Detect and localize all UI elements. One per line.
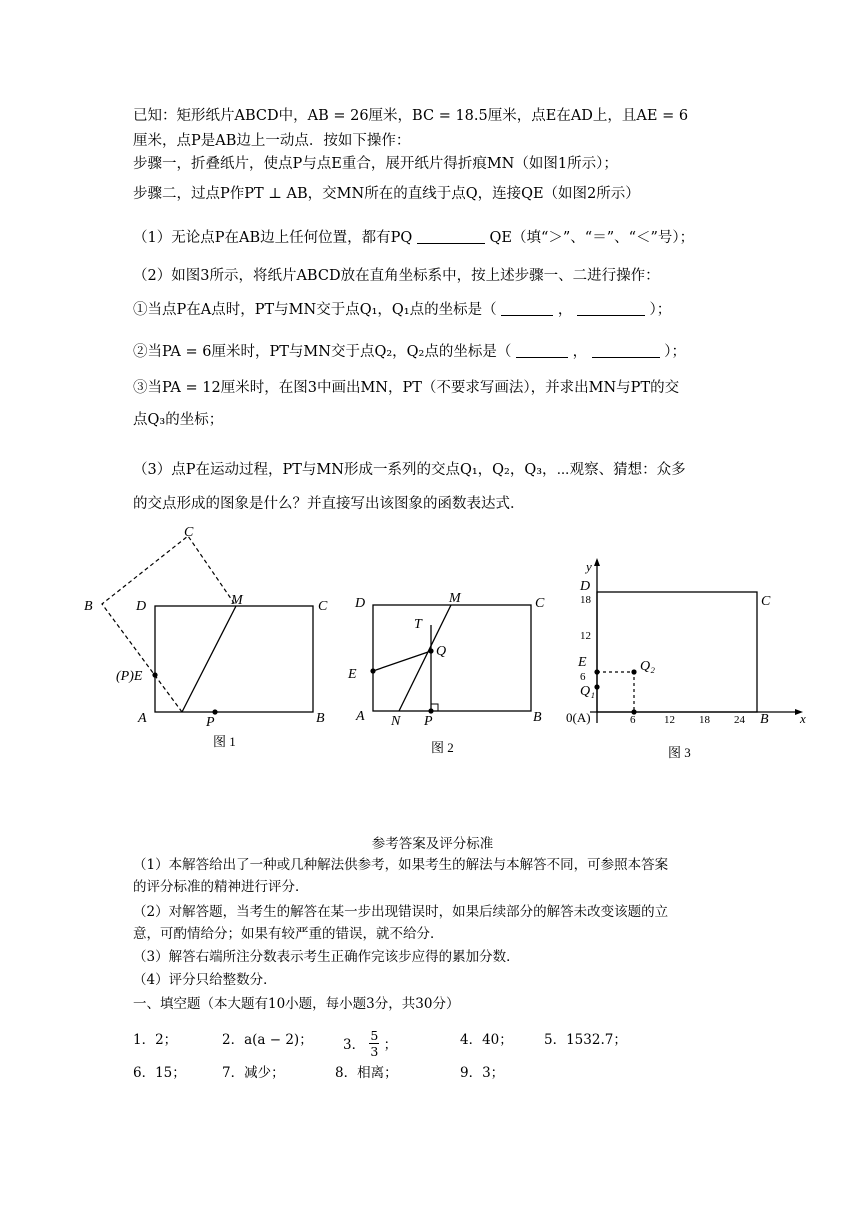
question-3-line-2: 的交点形成的图象是什么？并直接写出该图象的函数表达式． (133, 496, 525, 512)
answer-7: 7．减少； (222, 1065, 285, 1081)
q2-2-blank-x[interactable] (516, 343, 568, 358)
note-1-line-2: 的评分标准的精神进行评分． (133, 879, 309, 895)
fig2-label-d: D (355, 596, 366, 611)
fig3-y-arrow (594, 558, 600, 566)
answer-3-denominator: 3 (370, 1044, 379, 1059)
q1-text-b: QE（填“＞”、“＝”、“＜”号）； (489, 230, 695, 246)
q2-2-text: ②当PA = 6厘米时，PT与MN交于点Q₂，Q₂点的坐标是（ (133, 344, 512, 360)
answer-title: 参考答案及评分标准 (371, 836, 494, 852)
fig3-point-q2 (631, 669, 636, 674)
note-1-line-1: （1）本解答给出了一种或几种解法供参考，如果考生的解法与本解答不同，可参照本答案 (133, 857, 669, 873)
question-2-3-line-2: 点Q₃的坐标； (133, 412, 224, 428)
fig3-xtick-24: 24 (734, 714, 745, 726)
answer-3-number: 3． (343, 1037, 366, 1053)
q2-2-end: ）； (664, 344, 687, 360)
fig1-folded-outline (102, 536, 236, 712)
section-1-heading: 一、填空题（本大题有10小题，每小题3分，共30分） (133, 996, 460, 1012)
q2-1-comma: ， (557, 302, 573, 318)
question-2-2 (133, 342, 686, 362)
given-line-2: 厘米，点P是AB边上一动点．按如下操作： (133, 133, 411, 149)
fig3-label-q2: Q₂ (640, 659, 655, 674)
fig1-label-p: P (206, 715, 215, 730)
fig3-ytick-6: 6 (580, 671, 586, 683)
fig3-xtick-6: 6 (630, 714, 636, 726)
fig3-ytick-12: 12 (580, 630, 591, 642)
fig2-point-e (370, 668, 375, 673)
fig3-label-origin: 0(A) (566, 710, 591, 725)
fig1-label-c: C (318, 599, 328, 614)
answer-5: 5．1532.7； (544, 1032, 627, 1048)
figure-1 (78, 522, 348, 752)
fig3-point-e (594, 669, 599, 674)
question-2-3-line-1: ③当PA = 12厘米时，在图3中画出MN，PT（不要求写画法），并求出MN与PT的交 (133, 380, 680, 396)
fig2-label-p: P (424, 714, 433, 729)
fig2-segment-qe (373, 651, 431, 671)
fig1-label-d: D (136, 599, 147, 614)
fig3-xtick-12: 12 (664, 714, 675, 726)
fig1-rectangle (155, 606, 313, 712)
fig3-caption: 图 3 (668, 745, 691, 760)
fig2-label-t: T (414, 617, 422, 632)
fig2-label-e: E (348, 667, 357, 682)
fig3-q2-guides (597, 672, 634, 712)
note-4: （4）评分只给整数分． (133, 972, 277, 988)
fig2-point-p (428, 708, 433, 713)
fig3-label-e: E (578, 655, 587, 670)
q2-1-blank-x[interactable] (501, 301, 553, 316)
figure-2 (345, 585, 560, 760)
given-line-1: 已知：矩形纸片ABCD中，AB = 26厘米，BC = 18.5厘米，点E在AD上，且AE = 6 (133, 108, 689, 124)
question-2-1 (133, 300, 671, 320)
fig3-xtick-18: 18 (699, 714, 710, 726)
answer-4: 4．40； (460, 1032, 513, 1048)
fig3-label-y: y (586, 559, 592, 574)
fig2-label-a: A (356, 709, 365, 724)
fig1-label-a: A (138, 711, 147, 726)
q1-text-a: （1）无论点P在AB边上任何位置，都有PQ (133, 230, 413, 246)
question-1 (133, 228, 694, 248)
fig3-label-d: D (580, 579, 591, 594)
fig3-label-b: B (760, 712, 769, 727)
fig1-crease-mn (182, 606, 236, 712)
answer-6: 6．15； (133, 1065, 186, 1081)
fig2-label-n: N (391, 714, 401, 729)
fig3-label-c: C (761, 594, 771, 609)
fig1-label-c-folded: C (184, 525, 194, 540)
q2-1-blank-y[interactable] (577, 301, 645, 316)
answer-3-end: ； (383, 1037, 398, 1053)
note-2-line-1: （2）对解答题，当考生的解答在某一步出现错误时，如果后续部分的解答未改变该题的立 (133, 904, 669, 920)
q1-answer-blank[interactable] (417, 229, 485, 244)
fig1-label-m: M (231, 593, 243, 608)
q2-1-end: ）； (649, 302, 672, 318)
q2-2-blank-y[interactable] (592, 343, 660, 358)
answer-3 (343, 1030, 397, 1061)
answer-9: 9．3； (460, 1065, 505, 1081)
step-two: 步骤二，过点P作PT ⊥ AB，交MN所在的直线于点Q，连接QE（如图2所示） (133, 186, 640, 202)
step-one: 步骤一，折叠纸片，使点P与点E重合，展开纸片得折痕MN（如图1所示）； (133, 156, 618, 172)
fig1-caption: 图 1 (213, 734, 236, 749)
answer-2: 2．a(a − 2)； (222, 1032, 313, 1048)
fig2-label-c: C (535, 596, 545, 611)
note-2-line-2: 意，可酌情给分；如果有较严重的错误，就不给分． (133, 926, 444, 942)
fig2-label-q: Q (436, 644, 447, 659)
fig2-rectangle (373, 605, 531, 711)
fig1-point-e (152, 672, 157, 677)
fig3-rectangle (597, 592, 757, 712)
answer-1: 1．2； (133, 1032, 178, 1048)
fig2-point-q (428, 648, 433, 653)
q2-1-text: ①当点P在A点时，PT与MN交于点Q₁，Q₁点的坐标是（ (133, 302, 497, 318)
fig2-label-m: M (449, 591, 461, 606)
answer-3-fraction (369, 1028, 379, 1059)
question-3-line-1: （3）点P在运动过程，PT与MN形成一系列的交点Q₁，Q₂，Q₃，⋯观察、猜想：众多 (133, 462, 686, 478)
note-3: （3）解答右端所注分数表示考生正确作完该步应得的累加分数． (133, 949, 520, 965)
fig3-ytick-18: 18 (580, 594, 591, 606)
answer-3-numerator: 5 (370, 1028, 379, 1043)
fig1-point-p (212, 709, 217, 714)
fig3-label-x: x (800, 711, 806, 726)
fig1-label-pe: (P)E (116, 669, 143, 684)
answer-8: 8．相离； (335, 1065, 398, 1081)
fig1-label-b-folded: B (84, 599, 93, 614)
fig2-caption: 图 2 (431, 740, 454, 755)
q2-2-comma: ， (572, 344, 588, 360)
fig2-label-b: B (533, 710, 542, 725)
question-2: （2）如图3所示，将纸片ABCD放在直角坐标系中，按上述步骤一、二进行操作： (133, 268, 660, 284)
fig3-label-q1: Q₁ (580, 684, 595, 699)
fig1-label-b: B (316, 711, 325, 726)
figure-3 (560, 555, 820, 765)
fig3-point-q1 (594, 684, 599, 689)
